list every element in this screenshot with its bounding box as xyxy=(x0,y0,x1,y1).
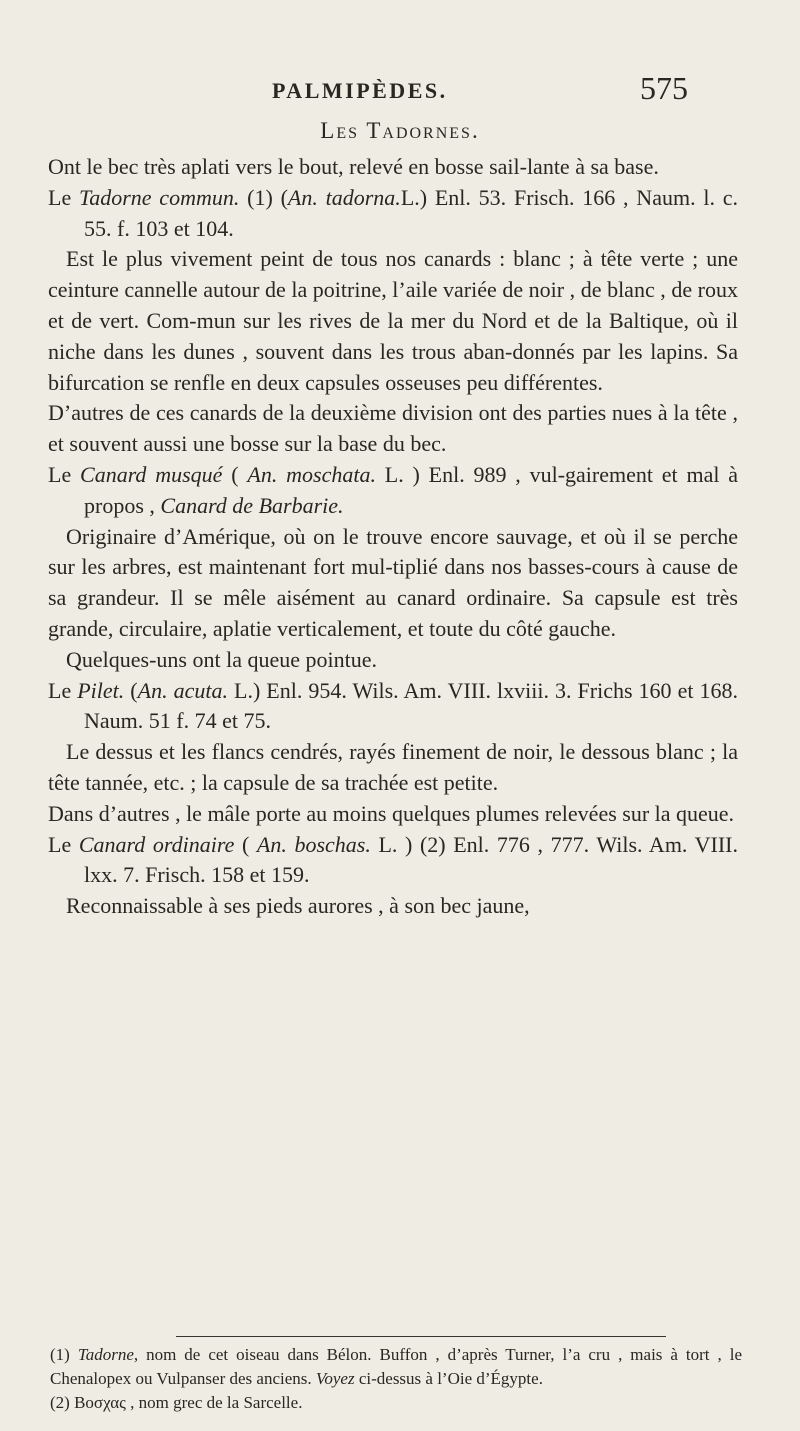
species-name: Pilet. xyxy=(77,677,125,703)
page-number: 575 xyxy=(640,70,688,106)
paragraph-tadornes-intro: Ont le bec très aplati vers le bout, relevé en bosse sail-lante à sa base. xyxy=(48,154,659,179)
footnote-2: (2) Βοσχας , nom grec de la Sarcelle. xyxy=(50,1393,303,1412)
paragraph-canard-musque-description: Originaire d’Amérique, où on le trouve encore sauvage, et où il se perche sur les arbres, est maintenant fort mul-tiplié dans nos basses-cours à cause de sa grandeur. Il se mêle aisément au canard ordinaire. Sa capsule est très grande, circulaire, aplatie verticalement, et toute du côté gauche. xyxy=(48,523,738,641)
latin-name: An. acuta. xyxy=(137,677,228,703)
paragraph-canard-ordinaire-description: Reconnaissable à ses pieds aurores , à son bec jaune, xyxy=(66,893,530,919)
paragraph-plumes-relevees: Dans d’autres , le mâle porte au moins quelques plumes relevées sur la queue. xyxy=(48,800,735,826)
paragraph-division: D’autres de ces canards de la deuxième division ont des parties nues à la tête , et souvent aussi une bosse sur la base du bec. xyxy=(48,400,738,457)
footnote-1: (1) Tadorne, nom de cet oiseau dans Bélon. Buffon , d’après Turner, l’a cru , mais à tort , le Chenalopex ou Vulpanser des anciens. Voyez ci-dessus à l’Oie d’Égypte. xyxy=(50,1345,743,1388)
paragraph-pilet-description: Le dessus et les flancs cendrés, rayés finement de noir, le dessous blanc ; la tête tannée, etc. ; la capsule de sa trachée est petite. xyxy=(48,739,738,795)
footnote-rule xyxy=(176,1336,666,1337)
body-text xyxy=(48,152,738,922)
species-entry-canard-ordinaire: Le Canard ordinaire ( An. boschas. L. ) (2) Enl. 776 , 777. Wils. Am. VIII. lxx. 7. Frisch. 158 et 159. xyxy=(48,831,739,888)
species-entry-pilet: Le Pilet. (An. acuta. L.) Enl. 954. Wils. Am. VIII. lxviii. 3. Frichs 160 et 168. Naum. 51 f. 74 et 75. xyxy=(48,677,738,734)
latin-name: An. moschata. xyxy=(247,461,376,487)
page-header xyxy=(0,70,800,108)
species-name: Canard ordinaire xyxy=(78,831,235,857)
species-name: Tadorne commun. xyxy=(78,184,240,210)
common-name: Canard de Barbarie. xyxy=(160,492,344,518)
footnotes xyxy=(50,1343,742,1415)
paragraph-queue-pointue: Quelques-uns ont la queue pointue. xyxy=(66,646,377,672)
paragraph-tadorne-description: Est le plus vivement peint de tous nos canards : blanc ; à tête verte ; une ceinture cannelle autour de la poitrine, l’aile variée de noir , de blanc , de roux et de vert. Com-mun sur les rives de la mer du Nord et de la Baltique, où il niche dans les dunes , souvent dans les trous aban-donnés par les lapins. Sa bifurcation se renfle en deux capsules osseuses peu différentes. xyxy=(48,246,738,395)
latin-name: An. tadorna. xyxy=(287,184,401,210)
species-entry-tadorne: Le Tadorne commun. (1) (An. tadorna.L.) Enl. 53. Frisch. 166 , Naum. l. c. 55. f. 103 et 104. xyxy=(48,184,739,241)
species-entry-canard-musque: Le Canard musqué ( An. moschata. L. ) Enl. 989 , vul-gairement et mal à propos , Canard de Barbarie. xyxy=(48,461,739,518)
running-title: PALMIPÈDES. xyxy=(272,78,448,103)
latin-name: An. boschas. xyxy=(256,831,371,857)
species-name: Canard musqué xyxy=(80,461,223,487)
section-title: Les Tadornes. xyxy=(320,118,480,143)
